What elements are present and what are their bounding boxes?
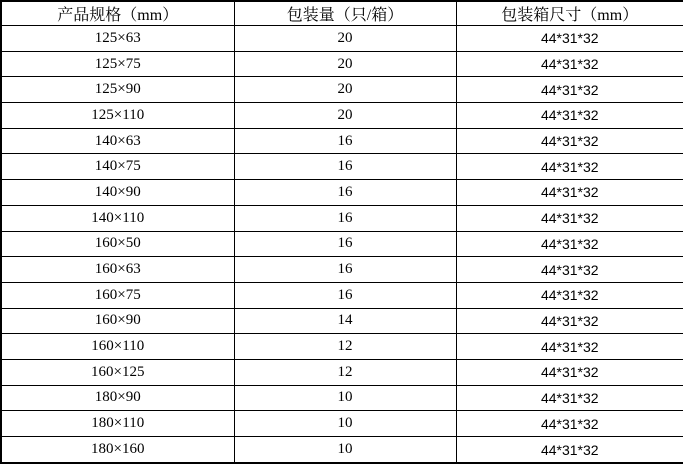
table-row: [1, 26, 683, 52]
cell-box-size: 44*31*32: [456, 154, 683, 180]
cell-box-size: 44*31*32: [456, 359, 683, 385]
cell-pack-quantity: 20: [234, 103, 456, 129]
table-row: [1, 282, 683, 308]
cell-product-spec: 160×75: [1, 282, 234, 308]
table-row: [1, 411, 683, 437]
cell-box-size: 44*31*32: [456, 128, 683, 154]
cell-box-size: 44*31*32: [456, 308, 683, 334]
table-row: [1, 128, 683, 154]
cell-pack-quantity: 10: [234, 385, 456, 411]
cell-product-spec: 180×160: [1, 437, 234, 464]
cell-pack-quantity: 12: [234, 334, 456, 360]
cell-product-spec: 180×110: [1, 411, 234, 437]
table-row: [1, 205, 683, 231]
cell-pack-quantity: 16: [234, 231, 456, 257]
table-row: [1, 359, 683, 385]
cell-box-size: 44*31*32: [456, 411, 683, 437]
table-row: [1, 231, 683, 257]
cell-product-spec: 125×90: [1, 77, 234, 103]
table-row: [1, 154, 683, 180]
cell-pack-quantity: 16: [234, 282, 456, 308]
table-row: [1, 308, 683, 334]
header-product-spec: 产品规格（mm）: [1, 1, 234, 26]
table-body: [1, 26, 683, 464]
cell-box-size: 44*31*32: [456, 257, 683, 283]
cell-box-size: 44*31*32: [456, 282, 683, 308]
cell-pack-quantity: 14: [234, 308, 456, 334]
table-header: [1, 1, 683, 26]
table-row: [1, 77, 683, 103]
cell-pack-quantity: 10: [234, 411, 456, 437]
cell-product-spec: 160×63: [1, 257, 234, 283]
cell-box-size: 44*31*32: [456, 437, 683, 464]
cell-pack-quantity: 16: [234, 180, 456, 206]
table-row: [1, 180, 683, 206]
table-row: [1, 334, 683, 360]
cell-box-size: 44*31*32: [456, 77, 683, 103]
cell-product-spec: 125×110: [1, 103, 234, 129]
table-row: [1, 437, 683, 464]
cell-pack-quantity: 20: [234, 77, 456, 103]
cell-box-size: 44*31*32: [456, 180, 683, 206]
cell-box-size: 44*31*32: [456, 205, 683, 231]
header-box-size: 包装箱尺寸（mm）: [456, 1, 683, 26]
cell-box-size: 44*31*32: [456, 385, 683, 411]
cell-pack-quantity: 16: [234, 205, 456, 231]
cell-product-spec: 125×75: [1, 51, 234, 77]
cell-product-spec: 160×125: [1, 359, 234, 385]
cell-product-spec: 140×75: [1, 154, 234, 180]
cell-box-size: 44*31*32: [456, 103, 683, 129]
cell-pack-quantity: 10: [234, 437, 456, 464]
cell-pack-quantity: 20: [234, 51, 456, 77]
header-pack-quantity: 包装量（只/箱）: [234, 1, 456, 26]
cell-pack-quantity: 20: [234, 26, 456, 52]
table-row: [1, 51, 683, 77]
cell-box-size: 44*31*32: [456, 334, 683, 360]
cell-box-size: 44*31*32: [456, 231, 683, 257]
cell-box-size: 44*31*32: [456, 51, 683, 77]
cell-product-spec: 160×90: [1, 308, 234, 334]
header-row: [1, 1, 683, 26]
cell-product-spec: 125×63: [1, 26, 234, 52]
cell-product-spec: 180×90: [1, 385, 234, 411]
cell-pack-quantity: 16: [234, 154, 456, 180]
table-row: [1, 385, 683, 411]
cell-product-spec: 160×110: [1, 334, 234, 360]
cell-pack-quantity: 16: [234, 257, 456, 283]
cell-product-spec: 140×63: [1, 128, 234, 154]
cell-product-spec: 140×110: [1, 205, 234, 231]
cell-pack-quantity: 12: [234, 359, 456, 385]
table-row: [1, 103, 683, 129]
cell-product-spec: 140×90: [1, 180, 234, 206]
cell-box-size: 44*31*32: [456, 26, 683, 52]
cell-product-spec: 160×50: [1, 231, 234, 257]
table-row: [1, 257, 683, 283]
cell-pack-quantity: 16: [234, 128, 456, 154]
